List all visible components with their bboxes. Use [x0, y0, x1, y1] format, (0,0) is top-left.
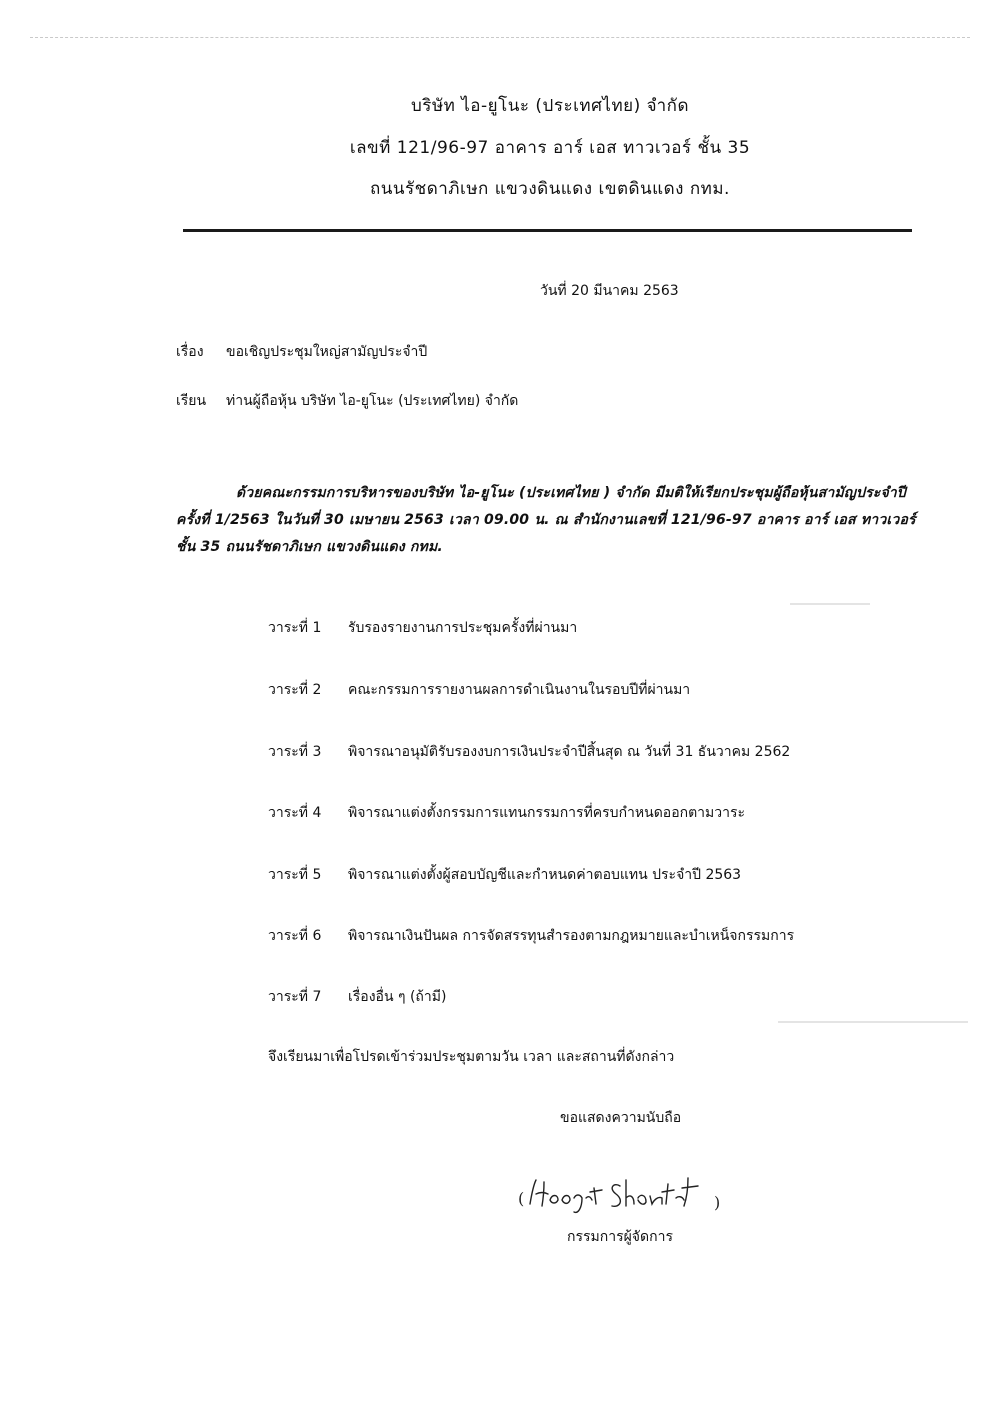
- subject-label: เรื่อง: [176, 344, 204, 360]
- subject-line: [176, 341, 427, 363]
- closing-sentence: จึงเรียนมาเพื่อโปรดเข้าร่วมประชุมตามวัน เวลา และสถานที่ดังกล่าว: [268, 1049, 675, 1065]
- signature-image: [516, 1170, 736, 1218]
- regards-line: ขอแสดงความนับถือ: [560, 1110, 682, 1126]
- intro-paragraph: ด้วยคณะกรรมการบริหารของบริษัท ไอ-ยูโนะ (ประเทศไทย ) จำกัด มีมติให้เรียกประชุมผู้ถือหุ้นสามัญประจำปี ครั้งที่ 1/2563 ในวันที่ 30 เมษายน 2563 เวลา 09.00 น. ณ สำนักงานเลขที่ 121/96-97 อาคาร อาร์ เอส ทาวเวอร์ ชั้น 35 ถนนรัชดาภิเษก แขวงดินแดง กทม.: [176, 485, 916, 555]
- agenda-text: พิจารณาเงินปันผล การจัดสรรทุนสำรองตามกฎหมายและบำเหน็จกรรมการ: [348, 928, 795, 944]
- agenda-number: วาระที่ 1: [268, 620, 322, 636]
- agenda-text: พิจารณาแต่งตั้งผู้สอบบัญชีและกำหนดค่าตอบแทน ประจำปี 2563: [348, 867, 742, 883]
- recipient-text: ท่านผู้ถือหุ้น บริษัท ไอ-ยูโนะ (ประเทศไทย) จำกัด: [226, 393, 519, 409]
- signatory-role: กรรมการผู้จัดการ: [567, 1229, 673, 1245]
- agenda-text: เรื่องอื่น ๆ (ถ้ามี): [348, 989, 447, 1005]
- agenda-text: คณะกรรมการรายงานผลการดำเนินงานในรอบปีที่ผ่านมา: [348, 682, 691, 698]
- agenda-number: วาระที่ 3: [268, 744, 322, 760]
- agenda-item: [268, 986, 446, 1008]
- agenda-number: วาระที่ 6: [268, 928, 322, 944]
- agenda-item: [268, 925, 794, 947]
- agenda-item: [268, 617, 577, 639]
- agenda-item: [268, 802, 745, 824]
- header-divider: [183, 229, 912, 232]
- letter-date: วันที่ 20 มีนาคม 2563: [540, 283, 679, 299]
- agenda-text: พิจารณาแต่งตั้งกรรมการแทนกรรมการที่ครบกำหนดออกตามวาระ: [348, 805, 746, 821]
- address-line-2: ถนนรัชดาภิเษก แขวงดินแดง เขตดินแดง กทม.: [370, 179, 730, 199]
- scan-smudge: [790, 603, 870, 605]
- company-name: บริษัท ไอ-ยูโนะ (ประเทศไทย) จำกัด: [411, 96, 689, 116]
- agenda-item: [268, 741, 790, 763]
- svg-text:): ): [714, 1193, 721, 1212]
- recipient-label: เรียน: [176, 393, 207, 409]
- scan-edge-line: [30, 37, 970, 38]
- scan-smudge: [778, 1021, 968, 1023]
- agenda-number: วาระที่ 2: [268, 682, 322, 698]
- agenda-text: พิจารณาอนุมัติรับรองงบการเงินประจำปีสิ้นสุด ณ วันที่ 31 ธันวาคม 2562: [348, 744, 791, 760]
- agenda-number: วาระที่ 7: [268, 989, 322, 1005]
- address-line-1: เลขที่ 121/96-97 อาคาร อาร์ เอส ทาวเวอร์ ชั้น 35: [349, 138, 751, 158]
- agenda-number: วาระที่ 5: [268, 867, 322, 883]
- subject-text: ขอเชิญประชุมใหญ่สามัญประจำปี: [226, 344, 428, 360]
- agenda-number: วาระที่ 4: [268, 805, 322, 821]
- agenda-item: [268, 679, 690, 701]
- agenda-text: รับรองรายงานการประชุมครั้งที่ผ่านมา: [348, 620, 578, 636]
- agenda-item: [268, 864, 741, 886]
- recipient-line: [176, 390, 518, 412]
- svg-text:(: (: [518, 1189, 525, 1208]
